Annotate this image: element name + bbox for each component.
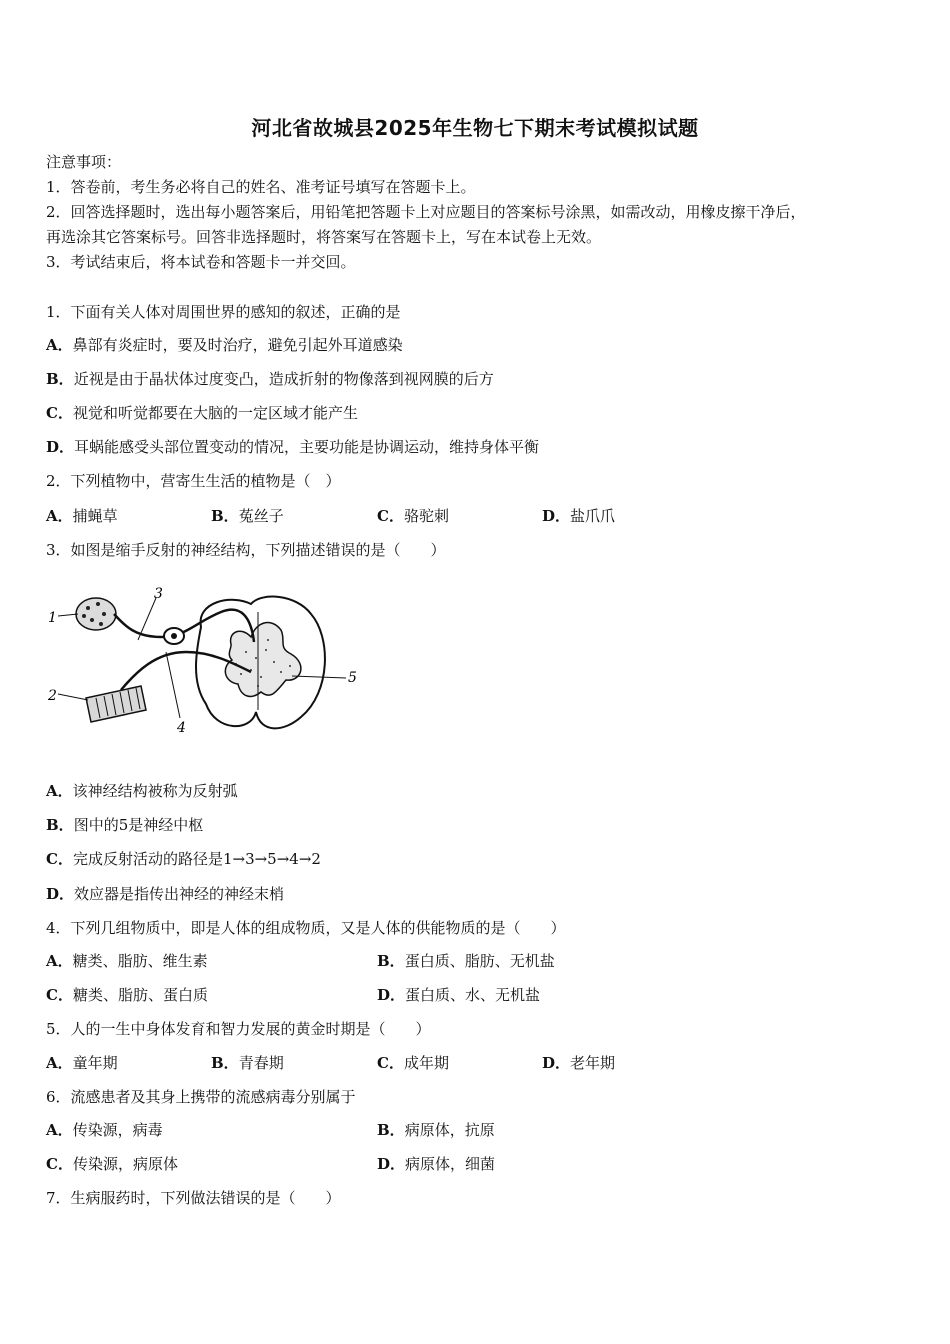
label-2: 2 [48, 688, 57, 704]
question-stem: 1．下面有关人体对周围世界的感知的叙述，正确的是 [46, 303, 401, 321]
reflex-arc-figure [46, 582, 364, 740]
option-a: A．糖类、脂肪、维生素 [46, 952, 208, 970]
notice-item: 3．考试结束后，将本试卷和答题卡一并交回。 [46, 253, 356, 271]
option-a: A．童年期 [46, 1054, 118, 1072]
option-d: D．病原体，细菌 [377, 1155, 496, 1173]
option-d: D．蛋白质、水、无机盐 [377, 986, 541, 1004]
option-a: A．该神经结构被称为反射弧 [46, 782, 238, 800]
option-b: B．病原体，抗原 [377, 1121, 495, 1139]
option-b: B．青春期 [211, 1054, 284, 1072]
option-d: D．老年期 [542, 1054, 616, 1072]
option-d: D．盐爪爪 [542, 507, 616, 525]
option-c: C．糖类、脂肪、蛋白质 [46, 986, 208, 1004]
option-b: B．蛋白质、脂肪、无机盐 [377, 952, 555, 970]
option-a: A．鼻部有炎症时，要及时治疗，避免引起外耳道感染 [46, 336, 403, 354]
question-stem: 3．如图是缩手反射的神经结构，下列描述错误的是（ ） [46, 541, 446, 559]
gray-matter [225, 623, 301, 697]
notice-heading: 注意事项： [46, 153, 122, 171]
question-stem: 6．流感患者及其身上携带的流感病毒分别属于 [46, 1088, 356, 1106]
label-3: 3 [154, 586, 163, 602]
notice-item: 再选涂其它答案标号。回答非选择题时，将答案写在答题卡上，写在本试卷上无效。 [46, 228, 602, 246]
question-stem: 5．人的一生中身体发育和智力发展的黄金时期是（ ） [46, 1020, 431, 1038]
label-1: 1 [48, 610, 57, 626]
receptor [76, 598, 116, 630]
option-c: C．完成反射活动的路径是1→3→5→4→2 [46, 850, 321, 868]
question-stem: 2．下列植物中，营寄生生活的植物是（ ） [46, 472, 341, 490]
option-a: A．捕蝇草 [46, 507, 118, 525]
question-stem: 7．生病服药时，下列做法错误的是（ ） [46, 1189, 341, 1207]
notice-item: 1．答卷前，考生务必将自己的姓名、准考证号填写在答题卡上。 [46, 178, 476, 196]
notice-item: 2．回答选择题时，选出每小题答案后，用铅笔把答题卡上对应题目的答案标号涂黑，如需改动，用橡皮擦干净后， [46, 203, 806, 221]
option-d: D．效应器是指传出神经的神经末梢 [46, 885, 285, 903]
exam-title: 河北省故城县2025年生物七下期末考试模拟试题 [251, 116, 699, 140]
option-c: C．传染源，病原体 [46, 1155, 178, 1173]
option-c: C．视觉和听觉都要在大脑的一定区域才能产生 [46, 404, 358, 422]
label-5: 5 [348, 670, 357, 686]
option-d: D．耳蜗能感受头部位置变动的情况，主要功能是协调运动，维持身体平衡 [46, 438, 540, 456]
option-c: C．成年期 [377, 1054, 449, 1072]
question-stem: 4．下列几组物质中，即是人体的组成物质，又是人体的供能物质的是（ ） [46, 919, 566, 937]
option-b: B．图中的5是神经中枢 [46, 816, 204, 834]
label-4: 4 [177, 720, 186, 736]
option-b: B．近视是由于晶状体过度变凸，造成折射的物像落到视网膜的后方 [46, 370, 494, 388]
option-c: C．骆驼刺 [377, 507, 449, 525]
option-b: B．菟丝子 [211, 507, 284, 525]
option-a: A．传染源，病毒 [46, 1121, 163, 1139]
